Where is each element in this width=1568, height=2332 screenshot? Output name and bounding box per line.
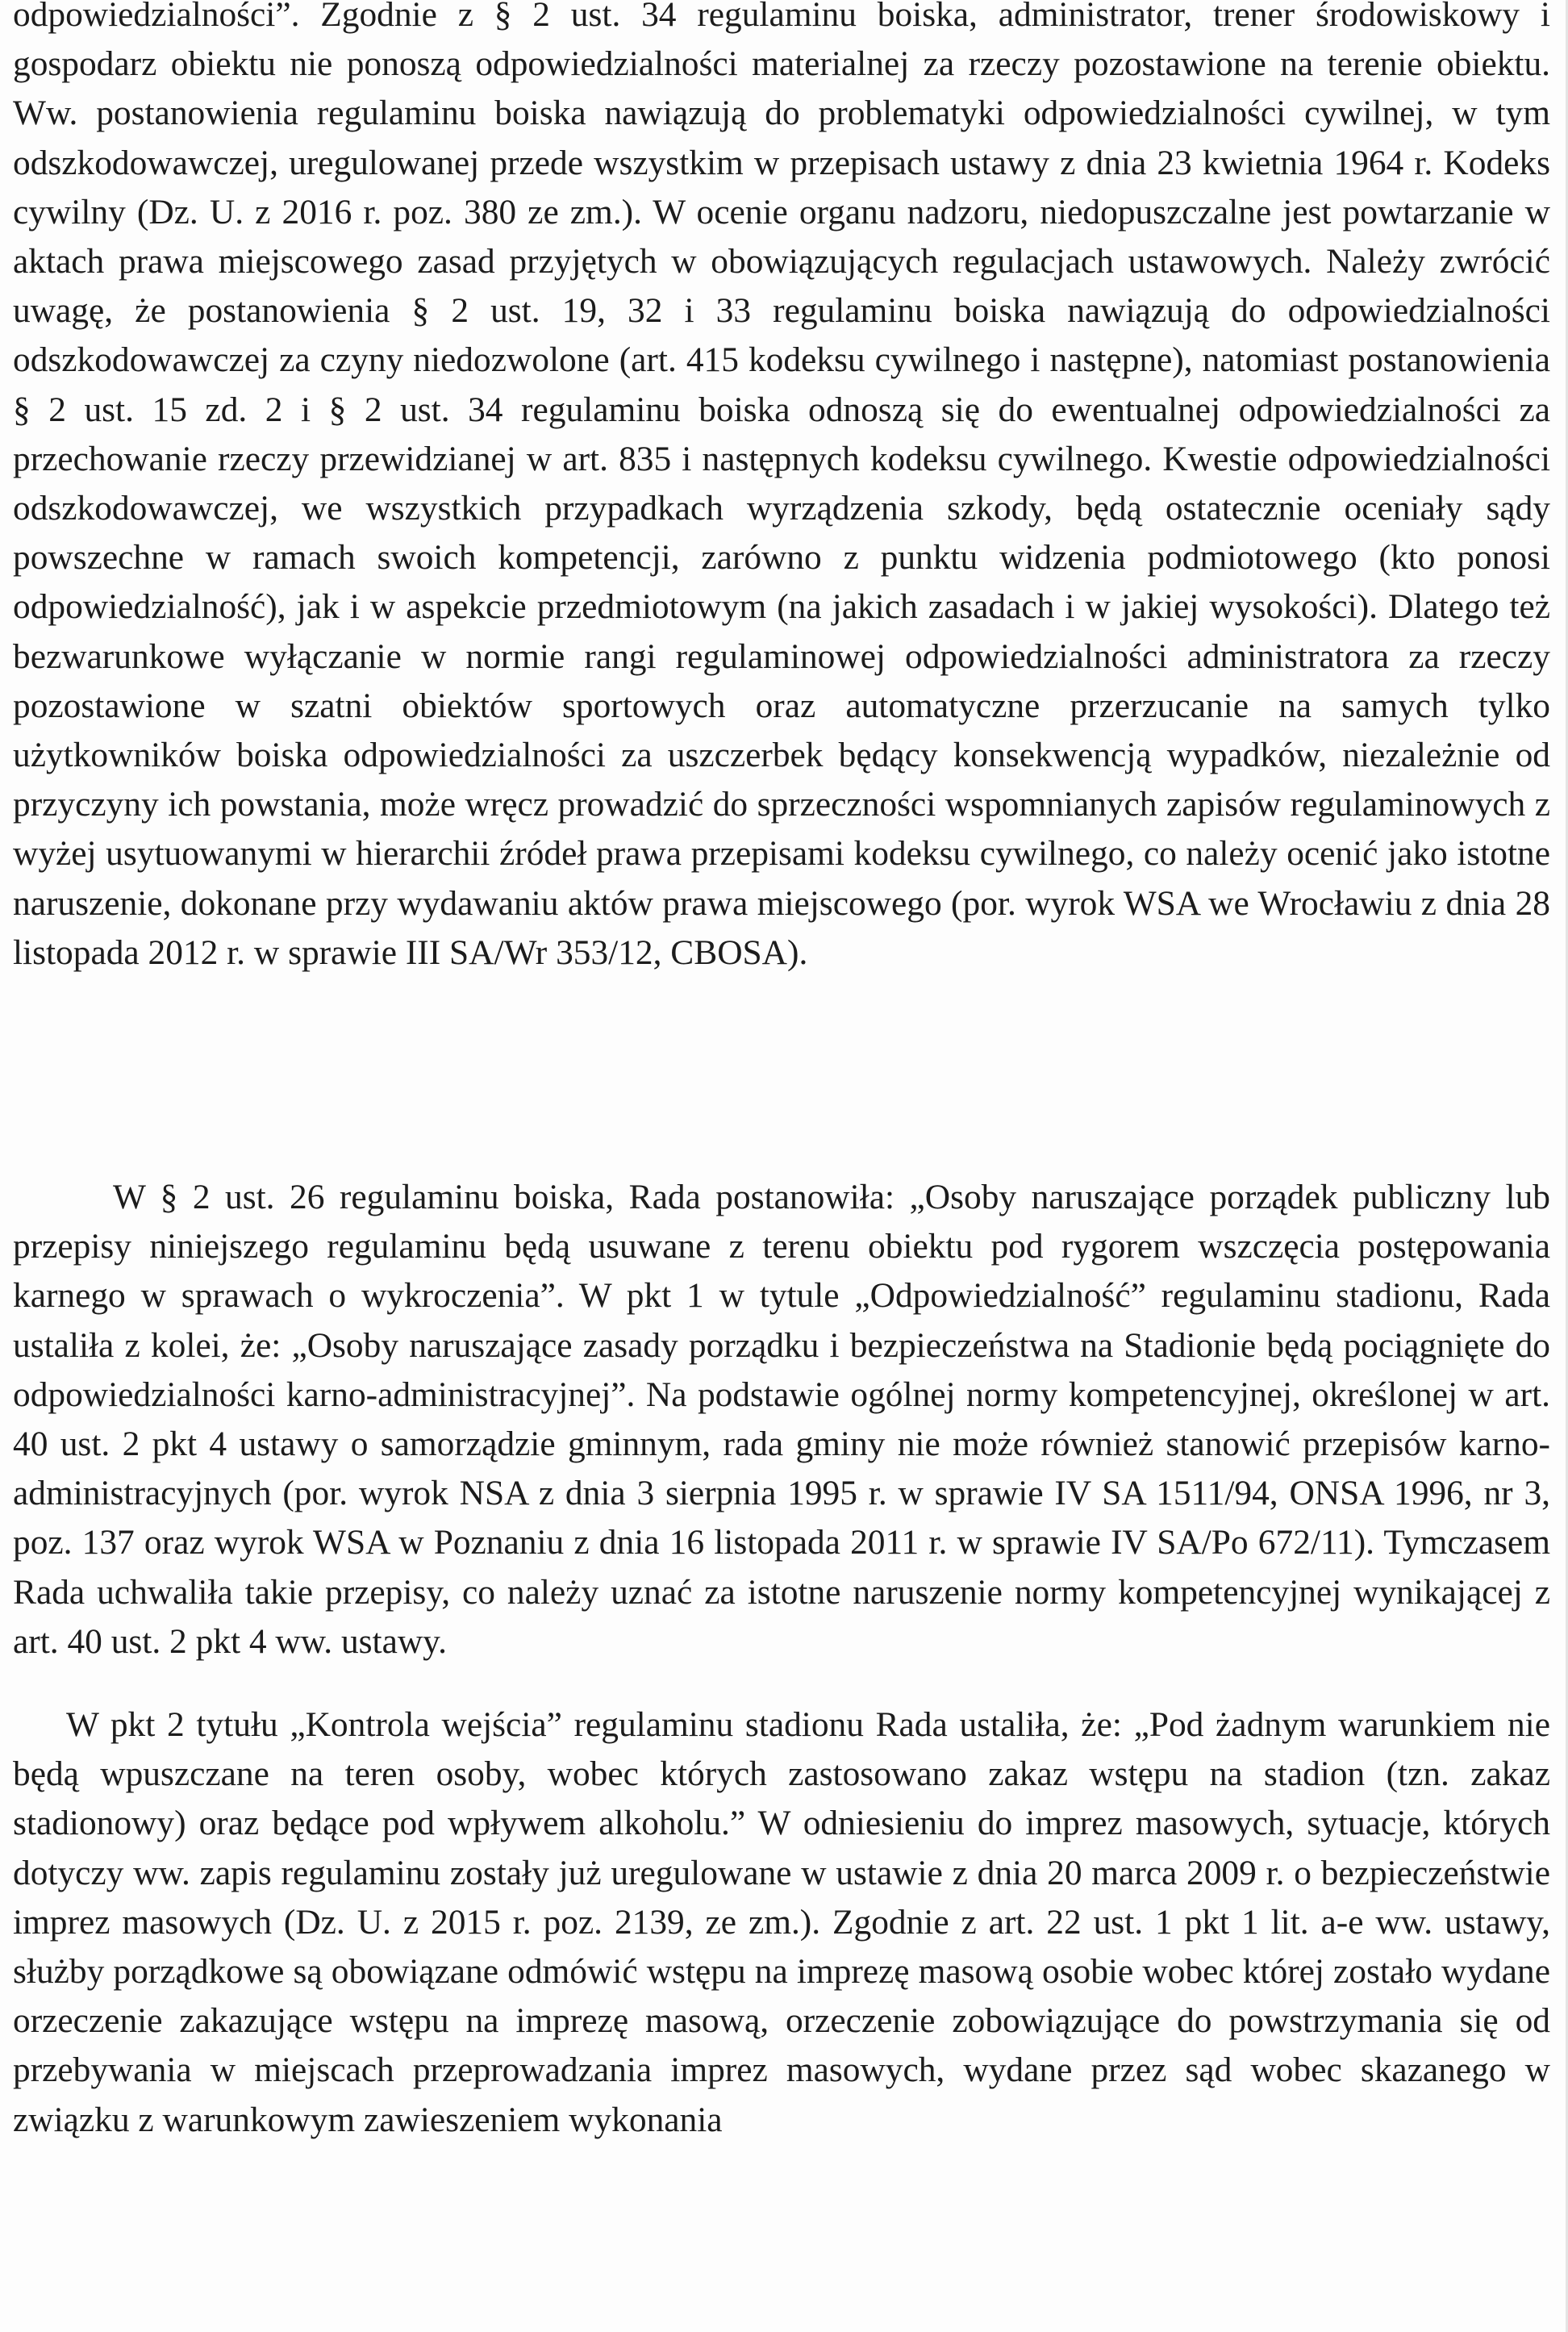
paragraph-entry-control: W pkt 2 tytułu „Kontrola wejścia” regulaminu stadionu Rada ustaliła, że: „Pod żadnym warunkiem nie będą wpuszczane na teren osoby, wobec których zastosowano zakaz wstępu na stadion (tzn. zakaz stadionowy) oraz będące pod wpływem alkoholu.” W odniesieniu do imprez masowych, sytuacje, których dotyczy ww. zapis regulaminu zostały już uregulowane w ustawie z dnia 20 marca 2009 r. o bezpieczeństwie imprez masowych (Dz. U. z 2015 r. poz. 2139, ze zm.). Zgodnie z art. 22 ust. 1 pkt 1 lit. a-e ww. ustawy, służby porządkowe są obowiązane odmówić wstępu na imprezę masową osobie wobec której zostało wydane orzeczenie zakazujące wstępu na imprezę masową, orzeczenie zobowiązujące do powstrzymania się od przebywania w miejscach przeprowadzania imprez masowych, wydane przez sąd wobec skazanego w związku z warunkowym zawieszeniem wykonania bbox=[13, 1705, 1550, 2139]
paragraph-liability: odpowiedzialności”. Zgodnie z § 2 ust. 34 regulaminu boiska, administrator, trener środowiskowy i gospodarz obiektu nie ponoszą odpowiedzialności materialnej za rzeczy pozostawione na terenie obiektu. Ww. postanowienia regulaminu boiska nawiązują do problematyki odpowiedzialności cywilnej, w tym odszkodowawczej, uregulowanej przede wszystkim w przepisach ustawy z dnia 23 kwietnia 1964 r. Kodeks cywilny (Dz. U. z 2016 r. poz. 380 ze zm.). W ocenie organu nadzoru, niedopuszczalne jest powtarzanie w aktach prawa miejscowego zasad przyjętych w obowiązujących regulacjach ustawowych. Należy zwrócić uwagę, że postanowienia § 2 ust. 19, 32 i 33 regulaminu boiska nawiązują do odpowiedzialności odszkodowawczej za czyny niedozwolone (art. 415 kodeksu cywilnego i następne), natomiast postanowienia § 2 ust. 15 zd. 2 i § 2 ust. 34 regulaminu boiska odnoszą się do ewentualnej odpowiedzialności za przechowanie rzeczy przewidzianej w art. 835 i następnych kodeksu cywilnego. Kwestie odpowiedzialności odszkodowawczej, we wszystkich przypadkach wyrządzenia szkody, będą ostatecznie oceniały sądy powszechne w ramach swoich kompetencji, zarówno z punktu widzenia podmiotowego (kto ponosi odpowiedzialność), jak i w aspekcie przedmiotowym (na jakich zasadach i w jakiej wysokości). Dlatego też bezwarunkowe wyłączanie w normie rangi regulaminowej odpowiedzialności administratora za rzeczy pozostawione w szatni obiektów sportowych oraz automatyczne przerzucanie na samych tylko użytkowników boiska odpowiedzialności za uszczerbek będący konsekwencją wypadków, niezależnie od przyczyny ich powstania, może wręcz prowadzić do sprzeczności wspomnianych zapisów regulaminowych z wyżej usytuowanymi w hierarchii źródeł prawa przepisami kodeksu cywilnego, co należy ocenić jako istotne naruszenie, dokonane przy wydawaniu aktów prawa miejscowego (por. wyrok WSA we Wrocławiu z dnia 28 listopada 2012 r. w sprawie III SA/Wr 353/12, CBOSA). bbox=[13, 0, 1550, 972]
paragraph-penal-provisions: W § 2 ust. 26 regulaminu boiska, Rada postanowiła: „Osoby naruszające porządek publiczny lub przepisy niniejszego regulaminu będą usuwane z terenu obiektu pod rygorem wszczęcia postępowania karnego w sprawach o wykroczenia”. W pkt 1 w tytule „Odpowiedzialność” regulaminu stadionu, Rada ustaliła z kolei, że: „Osoby naruszające zasady porządku i bezpieczeństwa na Stadionie będą pociągnięte do odpowiedzialności karno-administracyjnej”. Na podstawie ogólnej normy kompetencyjnej, określonej w art. 40 ust. 2 pkt 4 ustawy o samorządzie gminnym, rada gminy nie może również stanowić przepisów karno-administracyjnych (por. wyrok NSA z dnia 3 sierpnia 1995 r. w sprawie IV SA 1511/94, ONSA 1996, nr 3, poz. 137 oraz wyrok WSA w Poznaniu z dnia 16 listopada 2011 r. w sprawie IV SA/Po 672/11). Tymczasem Rada uchwaliła takie przepisy, co należy uznać za istotne naruszenie normy kompetencyjnej wynikającej z art. 40 ust. 2 pkt 4 ww. ustawy. bbox=[13, 1178, 1550, 1661]
